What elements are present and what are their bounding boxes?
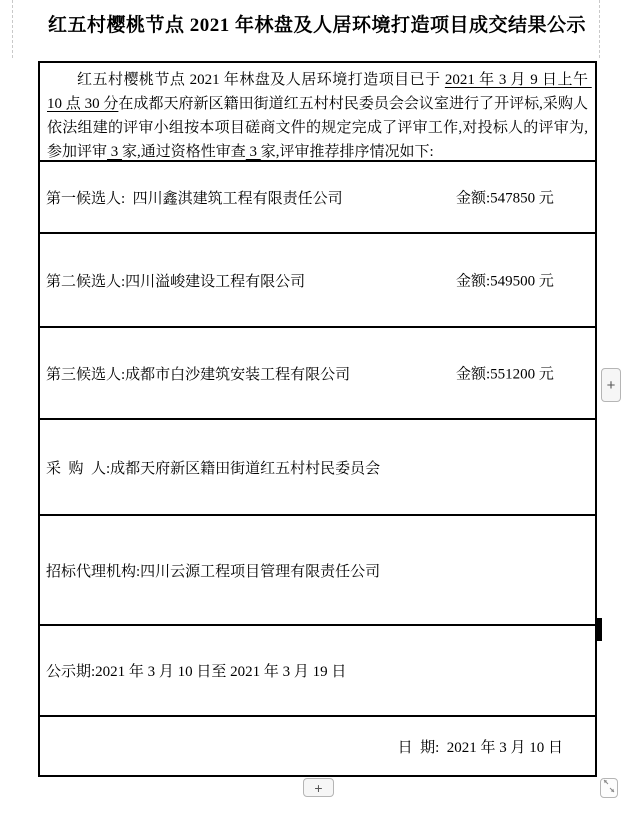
intro-text: 在成都天府新区籍田街道红五村村民委员会会议室进行了开评标,采购人依法组建的评审小组按本项目磋商文件的规定完成了评审工作,对投标人的评审为,参加评审 xyxy=(47,96,588,160)
intro-count-underlined: 3 xyxy=(107,144,123,160)
intro-count-underlined: 3 xyxy=(245,144,261,160)
table-row-candidate-3 xyxy=(40,328,595,420)
intro-text: 红五村樱桃节点 2021 年林盘及人居环境打造项目已于 xyxy=(77,72,445,88)
candidate-2-amount: 金额:549500 元 xyxy=(456,273,554,290)
intro-text: 家,评审推荐排序情况如下: xyxy=(260,144,434,160)
announcement-table xyxy=(38,61,597,777)
announcement-date: 日 期: 2021 年 3 月 10 日 xyxy=(397,739,563,756)
candidate-2-name: 第二候选人:四川溢峻建设工程有限公司 xyxy=(46,273,306,290)
scrollbar-thumb[interactable] xyxy=(597,618,602,641)
candidate-1-name: 第一候选人: 四川鑫淇建筑工程有限责任公司 xyxy=(46,190,343,207)
plus-icon: + xyxy=(314,779,323,796)
table-row-purchaser xyxy=(40,420,595,516)
candidate-3-amount: 金额:551200 元 xyxy=(456,366,554,383)
bottom-add-button[interactable] xyxy=(303,778,334,797)
expand-resize-button[interactable] xyxy=(600,778,618,798)
table-row-candidate-2 xyxy=(40,234,595,328)
publicity-period: 公示期:2021 年 3 月 10 日至 2021 年 3 月 19 日 xyxy=(46,664,347,680)
resize-expand-icon xyxy=(603,779,615,798)
page-title: 红五村樱桃节点 2021 年林盘及人居环境打造项目成交结果公示 xyxy=(47,15,586,36)
agency-name: 招标代理机构:四川云源工程项目管理有限责任公司 xyxy=(46,563,381,580)
candidate-1-amount: 金额:547850 元 xyxy=(456,190,554,207)
table-row-date xyxy=(40,717,595,775)
table-row-intro xyxy=(40,63,595,162)
candidate-3-name: 第三候选人:成都市白沙建筑安装工程有限公司 xyxy=(46,366,351,383)
side-add-button[interactable] xyxy=(601,368,621,402)
page-margin-guide-left xyxy=(12,0,13,58)
plus-icon: + xyxy=(606,376,616,394)
intro-date-underlined: 2021 年 3 月 9 日上午 10 点 30 分 xyxy=(47,72,592,112)
intro-text: 家,通过资格性审查 xyxy=(122,144,246,160)
purchaser-name: 采 购 人:成都天府新区籍田街道红五村村民委员会 xyxy=(46,460,381,477)
table-row-agency xyxy=(40,516,595,626)
table-row-candidate-1 xyxy=(40,162,595,234)
table-row-publicity-period xyxy=(40,626,595,717)
intro-paragraph xyxy=(40,63,595,164)
